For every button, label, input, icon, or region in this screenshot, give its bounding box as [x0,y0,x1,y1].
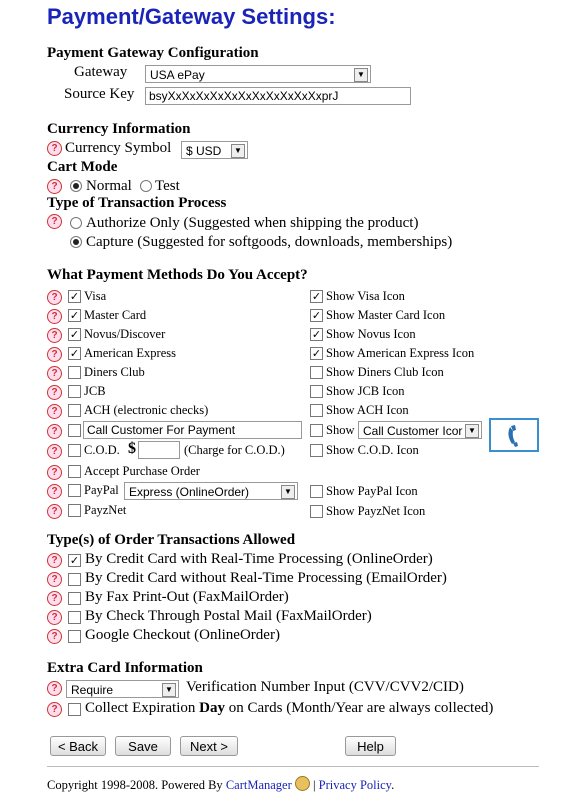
google-label: Google Checkout (OnlineOrder) [85,627,280,643]
accept-po-checkbox[interactable] [68,465,81,478]
verification-require-value: Require [71,683,114,697]
show-cod-label: Show C.O.D. Icon [326,443,419,457]
call-customer-checkbox[interactable] [68,424,81,437]
help-icon[interactable]: ? [47,141,62,156]
show-ach-label: Show ACH Icon [326,403,409,417]
google-checkbox[interactable] [68,630,81,643]
cart-mode-test-label: Test [155,178,180,194]
cartmanager-logo-icon [295,776,310,791]
amex-label: American Express [84,346,176,360]
cartmanager-link[interactable]: CartManager [225,778,292,792]
authorize-only-radio[interactable] [70,217,82,229]
help-button[interactable]: Help [345,736,396,756]
payment-methods-heading: What Payment Methods Do You Accept? [47,267,308,283]
help-icon[interactable]: ? [47,553,62,568]
chevron-down-icon: ▼ [162,683,176,697]
show-cod-icon-checkbox[interactable] [310,444,323,457]
help-icon[interactable]: ? [47,591,62,606]
show-label: Show [326,423,355,437]
diners-checkbox[interactable] [68,366,81,379]
mastercard-label: Master Card [84,308,147,322]
extra-card-heading: Extra Card Information [47,660,203,676]
cart-mode-heading: Cart Mode [47,159,118,175]
help-icon[interactable]: ? [47,444,62,459]
capture-label: Capture (Suggested for softgoods, downloads, memberships) [86,234,453,250]
order-types-heading: Type(s) of Order Transactions Allowed [47,532,296,548]
accept-po-label: Accept Purchase Order [84,464,200,478]
diners-label: Diners Club [84,365,145,379]
cart-mode-normal-radio[interactable] [70,180,82,192]
show-jcb-label: Show JCB Icon [326,384,405,398]
show-mastercard-icon-checkbox[interactable]: ✓ [311,309,322,322]
help-icon[interactable]: ? [47,309,62,324]
show-ach-icon-checkbox[interactable] [310,404,323,417]
check-checkbox[interactable] [68,611,81,624]
collect-expiration-day: Day [199,700,225,716]
show-amex-label: Show American Express Icon [326,346,475,360]
cart-mode-test-radio[interactable] [140,180,152,192]
ach-checkbox[interactable] [68,404,81,417]
payznet-checkbox[interactable] [68,504,81,517]
show-call-customer-checkbox[interactable] [310,424,323,437]
source-key-label: Source Key [64,86,135,102]
jcb-checkbox[interactable] [68,385,81,398]
save-button[interactable]: Save [115,736,171,756]
chevron-down-icon: ▼ [231,144,245,158]
show-novus-icon-checkbox[interactable]: ✓ [311,328,322,341]
copyright-text: Copyright 1998-2008. Powered By [47,778,226,792]
show-paypal-label: Show PayPal Icon [326,484,418,498]
transaction-type-heading: Type of Transaction Process [47,195,227,211]
next-button[interactable]: Next > [180,736,238,756]
chevron-down-icon: ▼ [354,68,368,82]
show-call-customer-icon-value: Call Customer Icor [363,424,463,438]
currency-symbol-label: Currency Symbol [65,140,172,156]
cod-currency-symbol: $ [128,440,136,457]
privacy-policy-link[interactable]: Privacy Policy [318,778,392,792]
help-icon[interactable]: ? [47,465,62,480]
collect-expiration-post: on Cards (Month/Year are always collected) [224,700,494,716]
check-label: By Check Through Postal Mail (FaxMailOrder) [85,608,372,624]
show-payznet-label: Show PayzNet Icon [326,504,426,518]
help-icon[interactable]: ? [47,347,62,362]
back-button[interactable]: < Back [50,736,106,756]
fax-checkbox[interactable] [68,592,81,605]
help-icon[interactable]: ? [47,629,62,644]
help-icon[interactable]: ? [47,610,62,625]
cod-charge-note: (Charge for C.O.D.) [184,443,285,457]
jcb-label: JCB [84,384,106,398]
help-icon[interactable]: ? [47,484,62,499]
currency-symbol-value: $ USD [186,144,222,158]
footer-separator: | [313,778,316,792]
show-payznet-icon-checkbox[interactable] [310,505,323,518]
collect-expiration-label [85,700,493,717]
help-icon[interactable]: ? [47,179,62,194]
help-icon[interactable]: ? [47,385,62,400]
gateway-config-heading: Payment Gateway Configuration [47,45,259,61]
cod-checkbox[interactable] [68,444,81,457]
realtime-checkbox[interactable]: ✓ [69,554,80,567]
show-paypal-icon-checkbox[interactable] [310,485,323,498]
help-icon[interactable]: ? [47,214,62,229]
visa-checkbox[interactable]: ✓ [69,290,80,303]
show-jcb-icon-checkbox[interactable] [310,385,323,398]
ach-label: ACH (electronic checks) [84,403,209,417]
capture-radio[interactable] [70,236,82,248]
novus-label: Novus/Discover [84,327,166,341]
paypal-mode-select[interactable] [124,482,298,500]
help-icon[interactable]: ? [47,404,62,419]
authorize-only-label: Authorize Only (Suggested when shipping the product) [86,215,419,231]
currency-heading: Currency Information [47,121,191,137]
gateway-select[interactable] [145,65,371,83]
paypal-mode-value: Express (OnlineOrder) [129,485,250,499]
amex-checkbox[interactable]: ✓ [69,347,80,360]
show-diners-label: Show Diners Club Icon [326,365,444,379]
payznet-label: PayzNet [84,503,127,517]
show-call-customer-icon-select[interactable] [358,421,482,439]
verification-label: Verification Number Input (CVV/CVV2/CID) [186,679,464,695]
cart-mode-normal-label: Normal [86,178,132,194]
visa-label: Visa [84,289,107,303]
show-visa-icon-checkbox[interactable]: ✓ [311,290,322,303]
help-icon[interactable]: ? [47,504,62,519]
cod-charge-input[interactable] [138,441,180,459]
help-icon[interactable]: ? [47,328,62,343]
chevron-down-icon: ▼ [281,485,295,499]
show-amex-icon-checkbox[interactable]: ✓ [311,347,322,360]
collect-expiration-pre: Collect Expiration [85,700,200,716]
no-realtime-checkbox[interactable] [68,573,81,586]
collect-expiration-day-checkbox[interactable] [68,703,81,716]
gateway-select-value: USA ePay [150,68,205,82]
footer-period: . [391,778,395,792]
show-mastercard-label: Show Master Card Icon [326,308,446,322]
novus-checkbox[interactable]: ✓ [69,328,80,341]
call-customer-input[interactable]: Call Customer For Payment [83,421,302,439]
currency-symbol-select[interactable] [181,141,248,159]
help-icon[interactable]: ? [47,366,62,381]
no-realtime-label: By Credit Card without Real-Time Processing (EmailOrder) [85,570,447,586]
show-visa-label: Show Visa Icon [326,289,405,303]
cod-label: C.O.D. [84,443,120,457]
gateway-label: Gateway [74,64,128,80]
paypal-label: PayPal [84,483,119,497]
realtime-label: By Credit Card with Real-Time Processing (OnlineOrder) [85,551,433,567]
fax-label: By Fax Print-Out (FaxMailOrder) [85,589,289,605]
show-novus-label: Show Novus Icon [326,327,416,341]
help-icon[interactable]: ? [47,681,62,696]
phone-icon [489,418,539,452]
paypal-checkbox[interactable] [68,484,81,497]
help-icon[interactable]: ? [47,572,62,587]
mastercard-checkbox[interactable]: ✓ [69,309,80,322]
source-key-input[interactable]: bsyXxXxXxXxXxXxXxXxXxXxXxprJ [145,87,411,105]
footer [47,776,394,793]
help-icon[interactable]: ? [47,424,62,439]
divider [47,766,539,767]
verification-require-select[interactable] [66,680,179,698]
page-title: Payment/Gateway Settings: [47,4,336,29]
help-icon[interactable]: ? [47,702,62,717]
show-diners-icon-checkbox[interactable] [310,366,323,379]
chevron-down-icon: ▼ [465,424,479,438]
help-icon[interactable]: ? [47,290,62,305]
